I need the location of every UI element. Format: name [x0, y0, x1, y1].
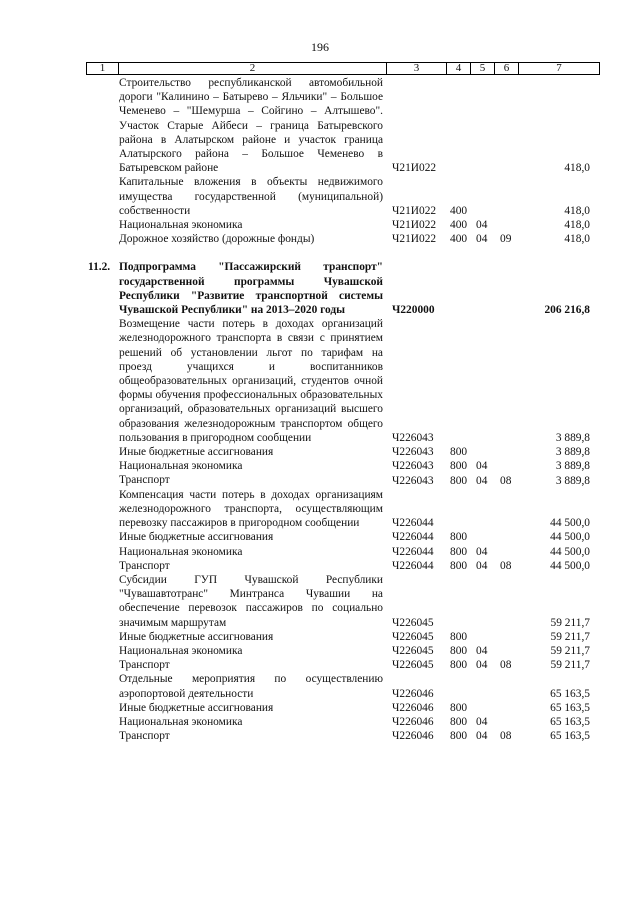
- amount-value: 65 163,5: [550, 701, 590, 714]
- table-row: [86, 630, 600, 644]
- target-article-code: Ч21И022: [392, 162, 437, 175]
- row-values: [86, 459, 600, 473]
- row-values: [86, 559, 600, 573]
- expense-type-code: 400: [450, 233, 468, 246]
- table-row: [86, 545, 600, 559]
- table-body: [86, 76, 600, 743]
- expense-type-code: 800: [450, 644, 468, 657]
- table-row: [86, 218, 600, 232]
- amount-value: 59 211,7: [550, 630, 590, 643]
- row-description: Национальная экономика: [119, 715, 243, 728]
- row-values: [86, 445, 600, 459]
- table-row: [86, 232, 600, 246]
- row-description: Транспорт: [119, 559, 170, 572]
- subsection-code: 08: [500, 659, 512, 672]
- row-description: Дорожное хозяйство (дорожные фонды): [119, 233, 315, 246]
- expense-type-code: 400: [450, 219, 468, 232]
- amount-value: 59 211,7: [550, 644, 590, 657]
- target-article-code: Ч226045: [392, 644, 434, 657]
- column-header-7: 7: [556, 62, 562, 74]
- table-row: [86, 644, 600, 658]
- amount-value: 3 889,8: [555, 460, 590, 473]
- expense-type-code: 800: [450, 715, 468, 728]
- amount-value: 3 889,8: [555, 446, 590, 459]
- row-values: [86, 701, 600, 715]
- subsection-code: 08: [500, 474, 512, 487]
- row-description: Компенсация части потерь в доходах организациям железнодорожного транспорта, осуществляющим перевозку пассажиров в пригородном сообщении: [119, 488, 383, 530]
- section-code: 04: [476, 644, 488, 657]
- amount-value: 3 889,8: [555, 431, 590, 444]
- subsection-code: 08: [500, 730, 512, 743]
- table-row: [86, 473, 600, 487]
- row-number: 11.2.: [88, 261, 111, 274]
- target-article-code: Ч220000: [392, 304, 435, 317]
- section-code: 04: [476, 219, 488, 232]
- target-article-code: Ч226043: [392, 474, 434, 487]
- target-article-code: Ч226043: [392, 460, 434, 473]
- column-header-2: 2: [119, 63, 387, 74]
- amount-value: 65 163,5: [550, 687, 590, 700]
- expense-type-code: 800: [450, 659, 468, 672]
- table-row: [86, 573, 600, 630]
- row-description: Национальная экономика: [119, 644, 243, 657]
- amount-value: 3 889,8: [555, 474, 590, 487]
- expense-type-code: 800: [450, 474, 468, 487]
- row-description: Иные бюджетные ассигнования: [119, 701, 274, 714]
- subsection-code: 08: [500, 559, 512, 572]
- row-values: [86, 530, 600, 544]
- row-description: Иные бюджетные ассигнования: [119, 531, 274, 544]
- row-description: Национальная экономика: [119, 460, 243, 473]
- section-code: 04: [476, 559, 488, 572]
- target-article-code: Ч21И022: [392, 219, 437, 232]
- table-row: [86, 701, 600, 715]
- column-header-5: 5: [471, 63, 495, 74]
- table-row: [86, 260, 600, 317]
- row-values: [86, 545, 600, 559]
- row-values: [86, 232, 600, 246]
- expense-type-code: 800: [450, 531, 468, 544]
- row-description: Иные бюджетные ассигнования: [119, 630, 274, 643]
- expense-type-code: 800: [450, 559, 468, 572]
- amount-value: 59 211,7: [550, 659, 590, 672]
- row-values: [86, 161, 600, 175]
- table-row: [86, 672, 600, 700]
- target-article-code: Ч226043: [392, 446, 434, 459]
- target-article-code: Ч21И022: [392, 204, 437, 217]
- table-row: [86, 317, 600, 445]
- expense-type-code: 400: [450, 204, 468, 217]
- subsection-code: 09: [500, 233, 512, 246]
- amount-value: 418,0: [564, 204, 590, 217]
- amount-value: 206 216,8: [544, 304, 590, 317]
- row-values: [86, 630, 600, 644]
- target-article-code: Ч226044: [392, 545, 434, 558]
- target-article-code: Ч226045: [392, 659, 434, 672]
- target-article-code: Ч226046: [392, 701, 434, 714]
- table-row: [86, 658, 600, 672]
- expense-type-code: 800: [450, 545, 468, 558]
- amount-value: 44 500,0: [550, 531, 590, 544]
- section-code: 04: [476, 545, 488, 558]
- target-article-code: Ч226043: [392, 431, 434, 444]
- target-article-code: Ч226044: [392, 559, 434, 572]
- row-description: Национальная экономика: [119, 545, 243, 558]
- section-code: 04: [476, 659, 488, 672]
- amount-value: 59 211,7: [550, 616, 590, 629]
- row-values: [86, 431, 600, 445]
- column-header-6: 6: [495, 63, 519, 74]
- table-row: [86, 715, 600, 729]
- amount-value: 44 500,0: [550, 545, 590, 558]
- table-row: [86, 445, 600, 459]
- table-row: [86, 76, 600, 175]
- row-values: [86, 729, 600, 743]
- table-row: [86, 729, 600, 743]
- section-code: 04: [476, 233, 488, 246]
- expense-type-code: 800: [450, 630, 468, 643]
- row-description: Капитальные вложения в объекты недвижимого имущества государственной (муниципальной) собственности: [119, 176, 383, 217]
- row-description: Субсидии ГУП Чувашской Республики "Чувашавтотранс" Минтранса Чувашии на обеспечение перевозок пассажиров по социально значимым маршрутам: [119, 573, 383, 629]
- section-code: 04: [476, 460, 488, 473]
- section-code: 04: [476, 474, 488, 487]
- section-code: 04: [476, 715, 488, 728]
- amount-value: 65 163,5: [550, 715, 590, 728]
- row-values: [86, 218, 600, 232]
- row-values: [86, 303, 600, 317]
- section-code: 04: [476, 730, 488, 743]
- row-description: Иные бюджетные ассигнования: [119, 446, 274, 459]
- target-article-code: Ч226044: [392, 517, 434, 530]
- row-values: [86, 687, 600, 701]
- target-article-code: Ч21И022: [392, 233, 437, 246]
- expense-type-code: 800: [450, 446, 468, 459]
- target-article-code: Ч226044: [392, 531, 434, 544]
- row-description: Отдельные мероприятия по осуществлению аэропортовой деятельности: [119, 673, 383, 700]
- column-header-3: 3: [387, 63, 447, 74]
- row-values: [86, 616, 600, 630]
- table-row: [86, 175, 600, 218]
- target-article-code: Ч226046: [392, 687, 434, 700]
- amount-value: 418,0: [564, 233, 590, 246]
- amount-value: 44 500,0: [550, 559, 590, 572]
- row-values: [86, 658, 600, 672]
- expense-type-code: 800: [450, 730, 468, 743]
- amount-value: 65 163,5: [550, 730, 590, 743]
- target-article-code: Ч226046: [392, 715, 434, 728]
- column-header-1: 1: [87, 63, 119, 74]
- row-values: [86, 516, 600, 530]
- row-values: [86, 204, 600, 218]
- row-description: Строительство республиканской автомобильной дороги "Калинино – Батырево – Яльчики" – Большое Чеменево – "Шемурша – Сойгино – Алтышево". Участок Старые Айбеси – граница Батыревского района в Алатырском районе и участок граница Алатырского района – Большое Чеменево в Батыревском районе: [119, 77, 383, 175]
- amount-value: 418,0: [564, 162, 590, 175]
- row-description: Транспорт: [119, 659, 170, 672]
- column-header-4: 4: [447, 63, 471, 74]
- row-description: Возмещение части потерь в доходах организаций железнодорожного транспорта в связи с принятием решений об установлении льгот по тарифам на проезд учащихся и воспитанников общеобразовательных организаций, студентов очной формы обучения профессиональных образовательных организаций, образовательных организаций высшего образования железнодорожным транспортом общего пользования в пригородном сообщении: [119, 318, 383, 444]
- target-article-code: Ч226045: [392, 630, 434, 643]
- table-row: [86, 559, 600, 573]
- row-description: Национальная экономика: [119, 219, 243, 232]
- row-values: [86, 474, 600, 488]
- expense-type-code: 800: [450, 460, 468, 473]
- amount-value: 44 500,0: [550, 517, 590, 530]
- row-description: Транспорт: [119, 730, 170, 743]
- table-row: [86, 488, 600, 531]
- row-description: Подпрограмма "Пассажирский транспорт" государственной программы Чувашской Республики "Развитие транспортной системы Чувашской Республики" на 2013–2020 годы: [119, 261, 383, 317]
- expense-type-code: 800: [450, 701, 468, 714]
- row-values: [86, 644, 600, 658]
- target-article-code: Ч226046: [392, 730, 434, 743]
- amount-value: 418,0: [564, 219, 590, 232]
- page-number: 196: [311, 40, 329, 54]
- table-row: [86, 459, 600, 473]
- row-values: [86, 715, 600, 729]
- table-row: [86, 530, 600, 544]
- row-description: Транспорт: [119, 474, 170, 487]
- table-header: [86, 62, 600, 75]
- target-article-code: Ч226045: [392, 616, 434, 629]
